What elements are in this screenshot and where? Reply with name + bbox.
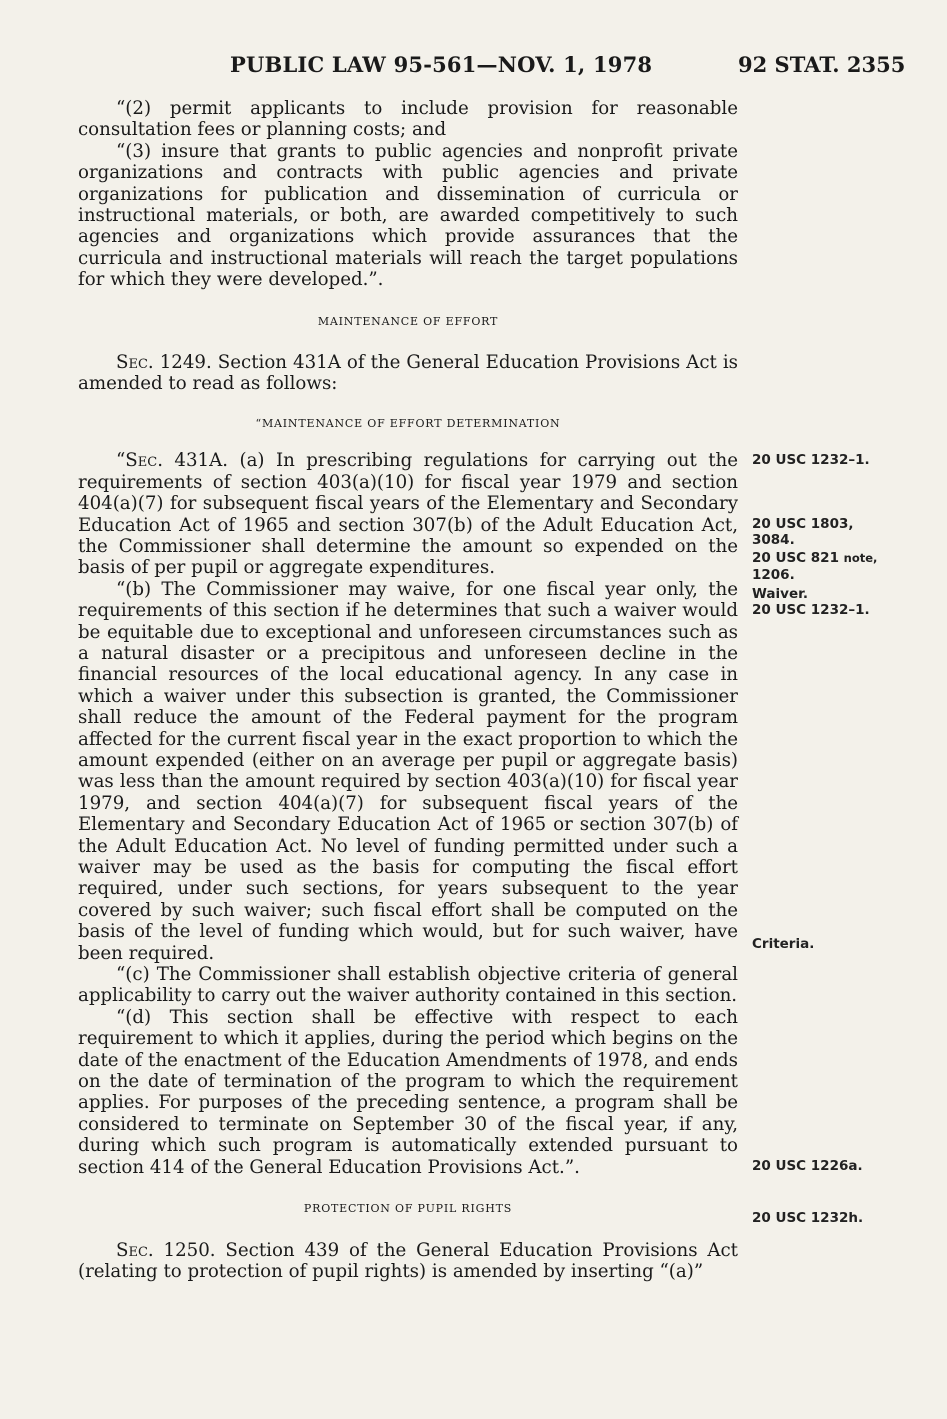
margin-note-usc: 20 USC 1232–1. bbox=[752, 602, 870, 618]
heading-maintenance-determination: “MAINTENANCE OF EFFORT DETERMINATION bbox=[255, 416, 561, 430]
section-label: “Sec. bbox=[116, 450, 163, 472]
subsection-d: “(d) This section shall be effective with respect to each requirement to which it applies, during the period which begins on the date of the enactment of the Education Amendments of 1978, and ends on the date of termination of the program to which the requirement applies. For purposes of the preceding sentence, a program shall be considered to terminate on September 30 of the fiscal year, if any, during which such program is automatically extended pursuant to section 414 of the General Education Provisions Act.”. bbox=[78, 1006, 738, 1178]
section-1249-text: 1249. Section 431A of the General Education Provisions Act is amended to read as follows: bbox=[78, 352, 738, 395]
body-text bbox=[78, 98, 738, 1282]
margin-note-usc: 20 USC 1232–1. bbox=[752, 452, 870, 468]
running-header-title: PUBLIC LAW 95-561—NOV. 1, 1978 bbox=[230, 52, 653, 77]
margin-note-usc-ref: 20 USC 821 bbox=[752, 550, 839, 566]
margin-note-usc: 20 USC 1232h. bbox=[752, 1210, 864, 1226]
margin-note-usc bbox=[752, 550, 877, 566]
margin-note-usc: 20 USC 1226a. bbox=[752, 1158, 863, 1174]
section-431a bbox=[78, 450, 738, 578]
subsection-b: “(b) The Commissioner may waive, for one fiscal year only, the requirements of this section if he determines that such a waiver would be equitable due to exceptional and unforeseen circumstances such as a natural disaster or a precipitous and unforeseen decline in the financial resources of the local educational agency. In any case in which a waiver under this subsection is granted, the Commissioner shall reduce the amount of the Federal payment for the program affected for the current fiscal year in the exact proportion to which the amount expended (either on an average per pupil or aggregate basis) was less than the amount required by section 403(a)(10) for fiscal year 1979, and section 404(a)(7) for subsequent fiscal years of the Elementary and Secondary Education Act of 1965 or section 307(b) of the Adult Education Act. No level of funding permitted under such a waiver may be used as the basis for computing the fiscal effort required, under such sections, for years subsequent to the year covered by such waiver; such fiscal effort shall be computed on the basis of the level of funding which would, but for such waiver, have been required. bbox=[78, 578, 738, 964]
section-431a-text: 431A. (a) In prescribing regulations for carrying out the requirements of section 403(a)(10) for fiscal year 1979 and section 404(a)(7) for subsequent fiscal years of the Elementary and Secondary Education Act of 1965 and section 307(b) of the Adult Education Act, the Commissioner shall determine the amount so expended on the basis of per pupil or aggregate expenditures. bbox=[78, 450, 738, 579]
section-1250-text: 1250. Section 439 of the General Education Provisions Act (relating to protection of pupil rights) is amended by inserting “(a)” bbox=[78, 1239, 738, 1282]
running-header-stat: 92 STAT. 2355 bbox=[738, 52, 906, 77]
subsection-c: “(c) The Commissioner shall establish objective criteria of general applicability to carry out the waiver authority contained in this section. bbox=[78, 964, 738, 1007]
margin-note-waiver: Waiver. bbox=[752, 586, 808, 602]
paragraph-3: “(3) insure that grants to public agencies and nonprofit private organizations and contracts with public agencies and private organizations for publication and dissemination of curricula or instructional materials, or both, are awarded competitively to such agencies and organizations which provide assurances that the curricula and instructional materials will reach the target populations for which they were developed.”. bbox=[78, 140, 738, 291]
section-label: Sec. bbox=[116, 1239, 154, 1261]
margin-note-usc: 3084. bbox=[752, 532, 795, 548]
section-label: Sec. bbox=[116, 352, 154, 374]
margin-note-note: note, bbox=[843, 551, 878, 565]
section-1250 bbox=[78, 1240, 738, 1283]
paragraph-2: “(2) permit applicants to include provision for reasonable consultation fees or planning costs; and bbox=[78, 98, 738, 141]
margin-note-criteria: Criteria. bbox=[752, 936, 815, 952]
heading-protection-pupil-rights: PROTECTION OF PUPIL RIGHTS bbox=[303, 1202, 513, 1216]
heading-maintenance-of-effort: MAINTENANCE OF EFFORT bbox=[317, 314, 499, 328]
section-1249 bbox=[78, 352, 738, 395]
margin-note-usc: 1206. bbox=[752, 567, 795, 583]
margin-note-usc: 20 USC 1803, bbox=[752, 516, 854, 532]
